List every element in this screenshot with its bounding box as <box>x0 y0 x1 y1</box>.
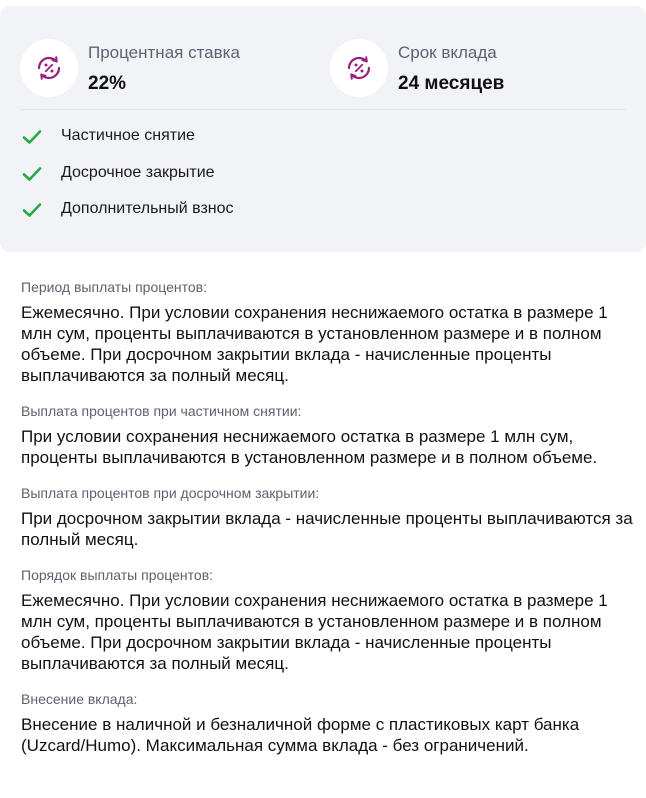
feature-label: Частичное снятие <box>61 127 195 144</box>
deposit-term-label: Срок вклада <box>398 43 497 62</box>
interest-rate-label: Процентная ставка <box>88 43 240 62</box>
details-section-partial-withdrawal <box>21 402 641 468</box>
section-text: При досрочном закрытии вклада - начисленные проценты выплачиваются за полный месяц. <box>21 509 633 549</box>
section-label: Период выплаты процентов: <box>21 279 207 295</box>
check-icon <box>22 129 42 150</box>
section-text: При условии сохранения неснижаемого остатка в размере 1 млн сум, проценты выплачиваются в установленном размере и в полном объеме. <box>21 427 598 467</box>
deposit-summary-card <box>0 6 646 252</box>
details-section-payout-order <box>21 566 641 674</box>
details-section-early-closure <box>21 484 641 550</box>
feature-label: Дополнительный взнос <box>61 200 234 217</box>
details-section-deposit-method <box>21 690 641 756</box>
percent-cycle-icon <box>330 39 388 97</box>
details-section-payout-period <box>21 278 641 386</box>
check-icon <box>22 166 42 187</box>
summary-divider <box>20 109 626 110</box>
interest-rate-value: 22% <box>88 73 127 94</box>
section-label: Порядок выплаты процентов: <box>21 567 214 583</box>
section-label: Внесение вклада: <box>21 691 138 707</box>
deposit-term-value: 24 месяцев <box>398 73 505 94</box>
section-label: Выплата процентов при досрочном закрытии: <box>21 485 320 501</box>
deposit-details <box>21 278 641 772</box>
section-text: Ежемесячно. При условии сохранения неснижаемого остатка в размере 1 млн сум, проценты выплачиваются в установленном размере и в полном объеме. При досрочном закрытии вклада - начисленные проценты выплачиваются за полный месяц. <box>21 591 608 673</box>
section-text: Внесение в наличной и безналичной форме с пластиковых карт банка (Uzcard/Humo). Максимальная сумма вклада - без ограничений. <box>21 715 580 755</box>
check-icon <box>22 202 42 223</box>
section-label: Выплата процентов при частичном снятии: <box>21 403 302 419</box>
section-text: Ежемесячно. При условии сохранения неснижаемого остатка в размере 1 млн сум, проценты выплачиваются в установленном размере и в полном объеме. При досрочном закрытии вклада - начисленные проценты выплачиваются за полный месяц. <box>21 303 608 385</box>
percent-cycle-icon <box>20 39 78 97</box>
feature-label: Досрочное закрытие <box>61 163 215 181</box>
